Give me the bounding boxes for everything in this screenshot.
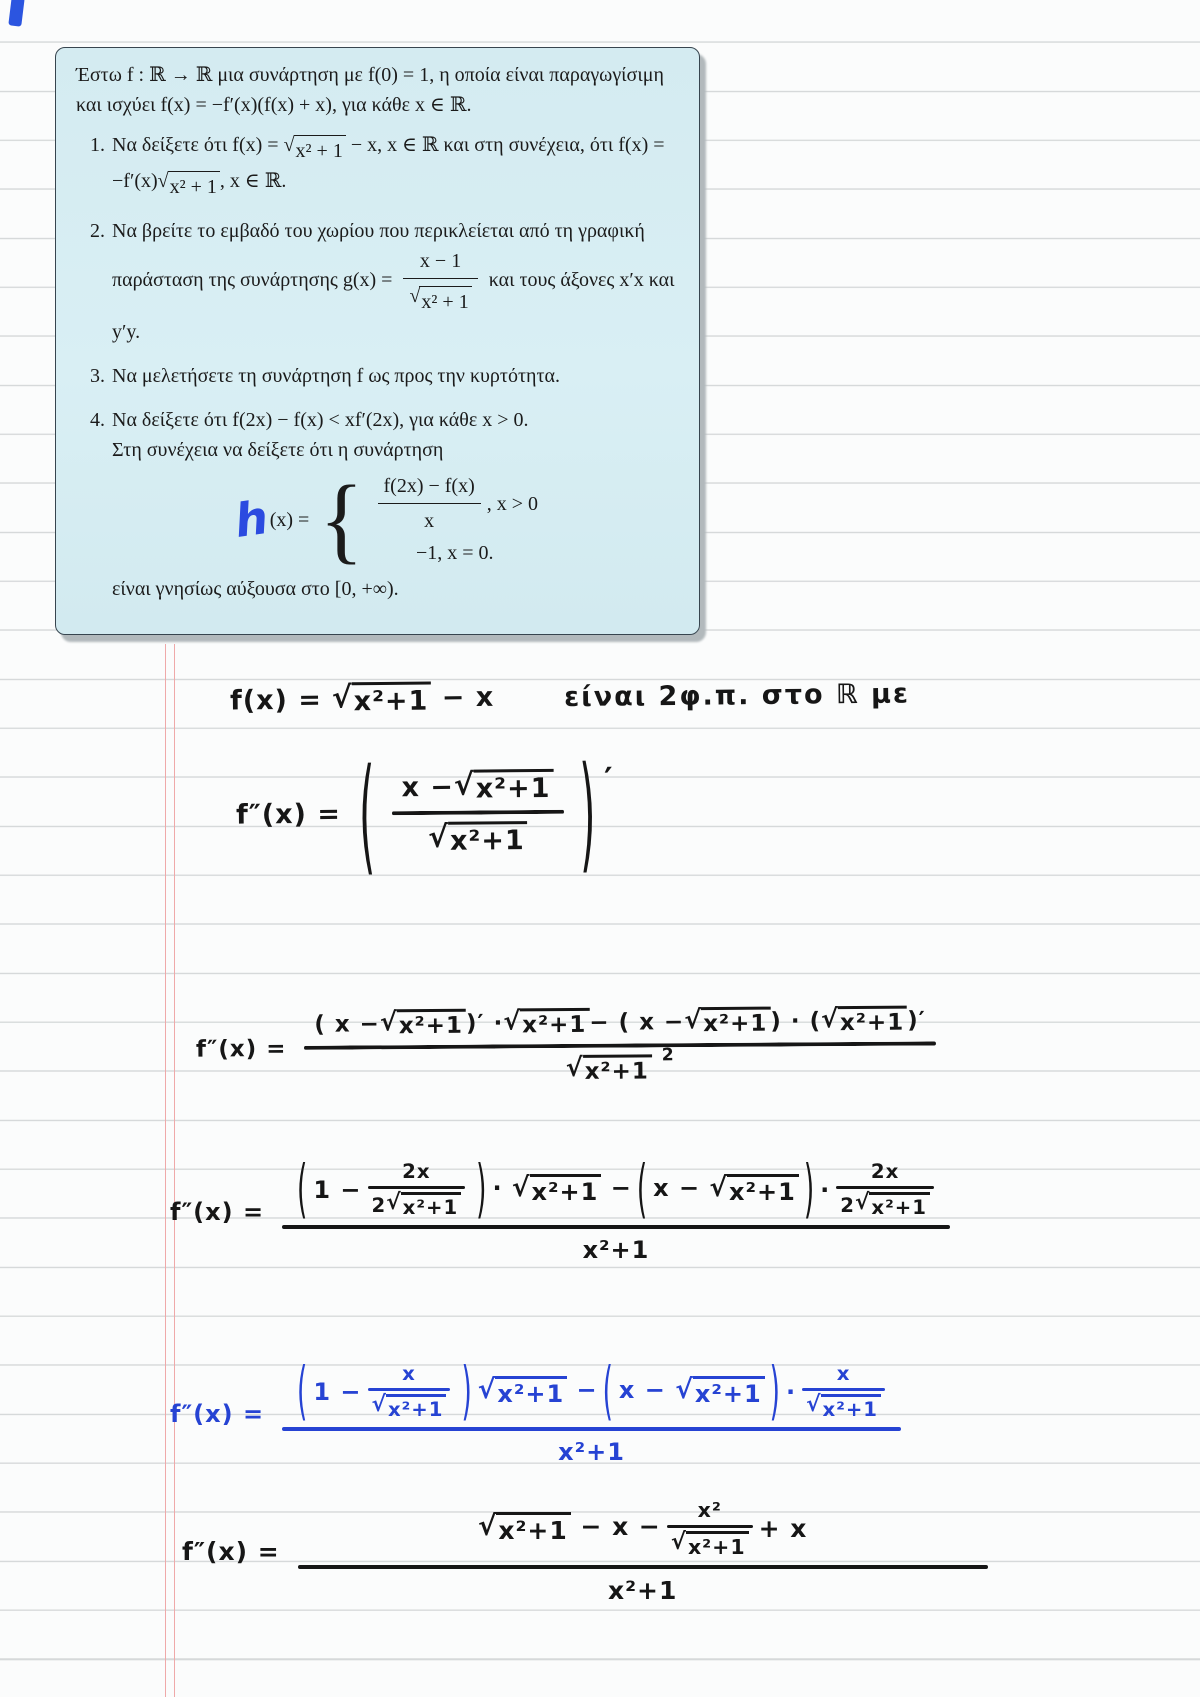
hw6-term-1: √ x²+1 − x −	[477, 1510, 661, 1545]
handwritten-line-2	[235, 737, 615, 889]
fraction-denominator: x²+1	[558, 1438, 625, 1466]
left-paren: (	[358, 739, 377, 889]
hw5-lhs: f″(x) =	[170, 1400, 265, 1428]
hw5-subfraction-2	[802, 1362, 885, 1421]
hw3-fraction	[304, 1005, 936, 1086]
left-paren: (	[602, 1354, 614, 1429]
item-text	[112, 405, 681, 604]
problem-intro: Έστω f : ℝ → ℝ μια συνάρτηση με f(0) = 1, η οποία είναι παραγωγίσιμη και ισχύει f(x) = −f′(x)(f(x) + x), για κάθε x ∈ ℝ.	[76, 64, 664, 116]
right-paren: )	[803, 1152, 816, 1227]
item4-outro: είναι γνησίως αύξουσα στο [0, +∞).	[112, 578, 399, 600]
problem-box	[55, 47, 700, 635]
denominator-exponent: 2	[661, 1045, 675, 1066]
problem-item-2	[76, 216, 681, 347]
hw5-term-4: ·	[785, 1377, 797, 1406]
hw6-lhs: f″(x) =	[182, 1537, 280, 1566]
hw4-term-4: ·	[820, 1175, 831, 1204]
handwritten-h: h	[231, 490, 272, 549]
hw5-subfraction-1	[368, 1362, 451, 1421]
piecewise-brace: {	[319, 465, 364, 573]
problem-item-4	[76, 405, 681, 604]
fraction-denominator: x²+1	[607, 1576, 678, 1605]
hw3-lhs: f″(x) =	[195, 1035, 287, 1063]
fraction-denominator: x²+1	[582, 1236, 650, 1264]
fraction-numerator: 2x	[870, 1160, 900, 1183]
prime-mark: ′	[604, 760, 614, 799]
piecewise-lhs: (x) =	[269, 508, 310, 531]
handwritten-line-5-blue	[170, 1354, 909, 1466]
hw6-fraction	[298, 1498, 988, 1605]
hw4-fraction	[282, 1152, 950, 1264]
hw6-term-2: + x	[758, 1514, 808, 1543]
item2-text-before: Να βρείτε το εμβαδό του χωρίου που περικλείεται από τη γραφική παράσταση της συνάρτησης g(x) =	[112, 220, 645, 292]
item2-text-after: και τους άξονες x′x και y′y.	[112, 269, 675, 343]
item-text	[112, 216, 681, 347]
right-paren: )	[461, 1354, 473, 1429]
hw5-term-2: √ x²+1 −	[477, 1373, 598, 1408]
item-number: 2.	[90, 220, 105, 242]
fraction-denominator: √ x²+1	[418, 814, 538, 857]
handwritten-line-1	[230, 676, 910, 718]
fraction-denominator: √ x²+1	[802, 1391, 885, 1421]
fraction-numerator: 2x	[402, 1160, 431, 1183]
hw4-lhs: f″(x) =	[170, 1198, 265, 1226]
handwritten-line-3	[196, 1005, 944, 1087]
hw1-expression: √ x²+1 − x	[331, 680, 495, 718]
fraction-denominator: 2 √ x²+1	[368, 1189, 466, 1219]
case1-fraction	[378, 471, 481, 536]
left-paren: (	[636, 1152, 649, 1227]
handwritten-line-4	[170, 1152, 958, 1264]
item4-line2: Στη συνέχεια να δείξετε ότι η συνάρτηση	[112, 439, 444, 461]
fraction-denominator: 2 √ x²+1	[836, 1189, 934, 1219]
hw5-term-1: 1 −	[313, 1377, 362, 1406]
fraction-numerator: ( x − √ x²+1 )′ · √ x²+1 − ( x − √ x²+1 ) · ( √ x²+1 )′	[314, 1004, 926, 1040]
hw4-term-2: · √ x²+1 −	[492, 1171, 632, 1206]
right-paren: )	[476, 1152, 488, 1227]
item-text: Να μελετήσετε τη συνάρτηση f ως προς την κυρτότητα.	[112, 365, 560, 387]
fraction-numerator: x²	[697, 1498, 722, 1522]
item-number: 3.	[90, 365, 105, 387]
problem-item-1	[76, 130, 681, 202]
item-text: Να δείξετε ότι f(x) = √ x² + 1 − x, x ∈ ℝ και στη συνέχεια, ότι f(x) = −f′(x) √ x² + 1 , x ∈ ℝ.	[112, 130, 681, 202]
fraction-numerator: x − 1	[419, 250, 462, 272]
hw5-term-3: x − √ x²+1	[619, 1376, 765, 1408]
fraction-denominator: √ x²+1	[667, 1528, 753, 1559]
hw6-subfraction	[667, 1498, 753, 1559]
denominator-radical: √ x²+1	[566, 1054, 652, 1085]
hw5-fraction	[282, 1354, 901, 1466]
fraction-denominator: √ x² + 1	[403, 279, 477, 317]
fraction-numerator: f(2x) − f(x)	[383, 475, 475, 497]
item-number: 1.	[90, 134, 105, 156]
hw4-subfraction-2	[836, 1160, 934, 1219]
piecewise-case-2: −1, x = 0.	[415, 542, 494, 564]
piecewise-cases	[372, 471, 539, 568]
right-paren: )	[769, 1354, 781, 1429]
fraction-denominator: x	[424, 510, 435, 532]
fraction-numerator	[282, 1152, 950, 1227]
blue-ink-mark	[8, 0, 24, 27]
fraction-numerator: x	[836, 1362, 851, 1385]
item4-line1: Να δείξετε ότι f(2x) − f(x) < xf′(2x), για κάθε x > 0.	[112, 409, 529, 431]
piecewise-definition	[92, 465, 681, 573]
problem-item-3	[76, 361, 681, 391]
hw4-subfraction-1	[368, 1160, 466, 1219]
g-fraction	[403, 246, 477, 317]
hw2-fraction	[391, 769, 564, 857]
hw1-note: είναι 2φ.π. στο ℝ με	[564, 678, 911, 714]
hw4-term-3: x − √ x²+1	[653, 1174, 799, 1206]
left-paren: (	[297, 1152, 309, 1227]
fraction-numerator	[468, 1498, 817, 1565]
right-paren: )	[579, 737, 598, 887]
fraction-numerator: x	[402, 1362, 416, 1385]
hw2-lhs: f″(x) =	[235, 798, 342, 831]
fraction-denominator	[556, 1047, 685, 1085]
handwritten-line-6	[182, 1498, 996, 1605]
fraction-numerator	[282, 1354, 901, 1429]
hw1-lhs: f(x) =	[229, 684, 323, 717]
fraction-numerator: x − √ x²+1	[391, 769, 563, 811]
item-number: 4.	[90, 409, 105, 431]
left-paren: (	[297, 1354, 309, 1429]
fraction-denominator: √ x²+1	[368, 1391, 451, 1421]
case1-condition: , x > 0	[486, 492, 539, 515]
hw4-term-1: 1 −	[313, 1175, 362, 1204]
piecewise-case-1	[372, 471, 539, 536]
